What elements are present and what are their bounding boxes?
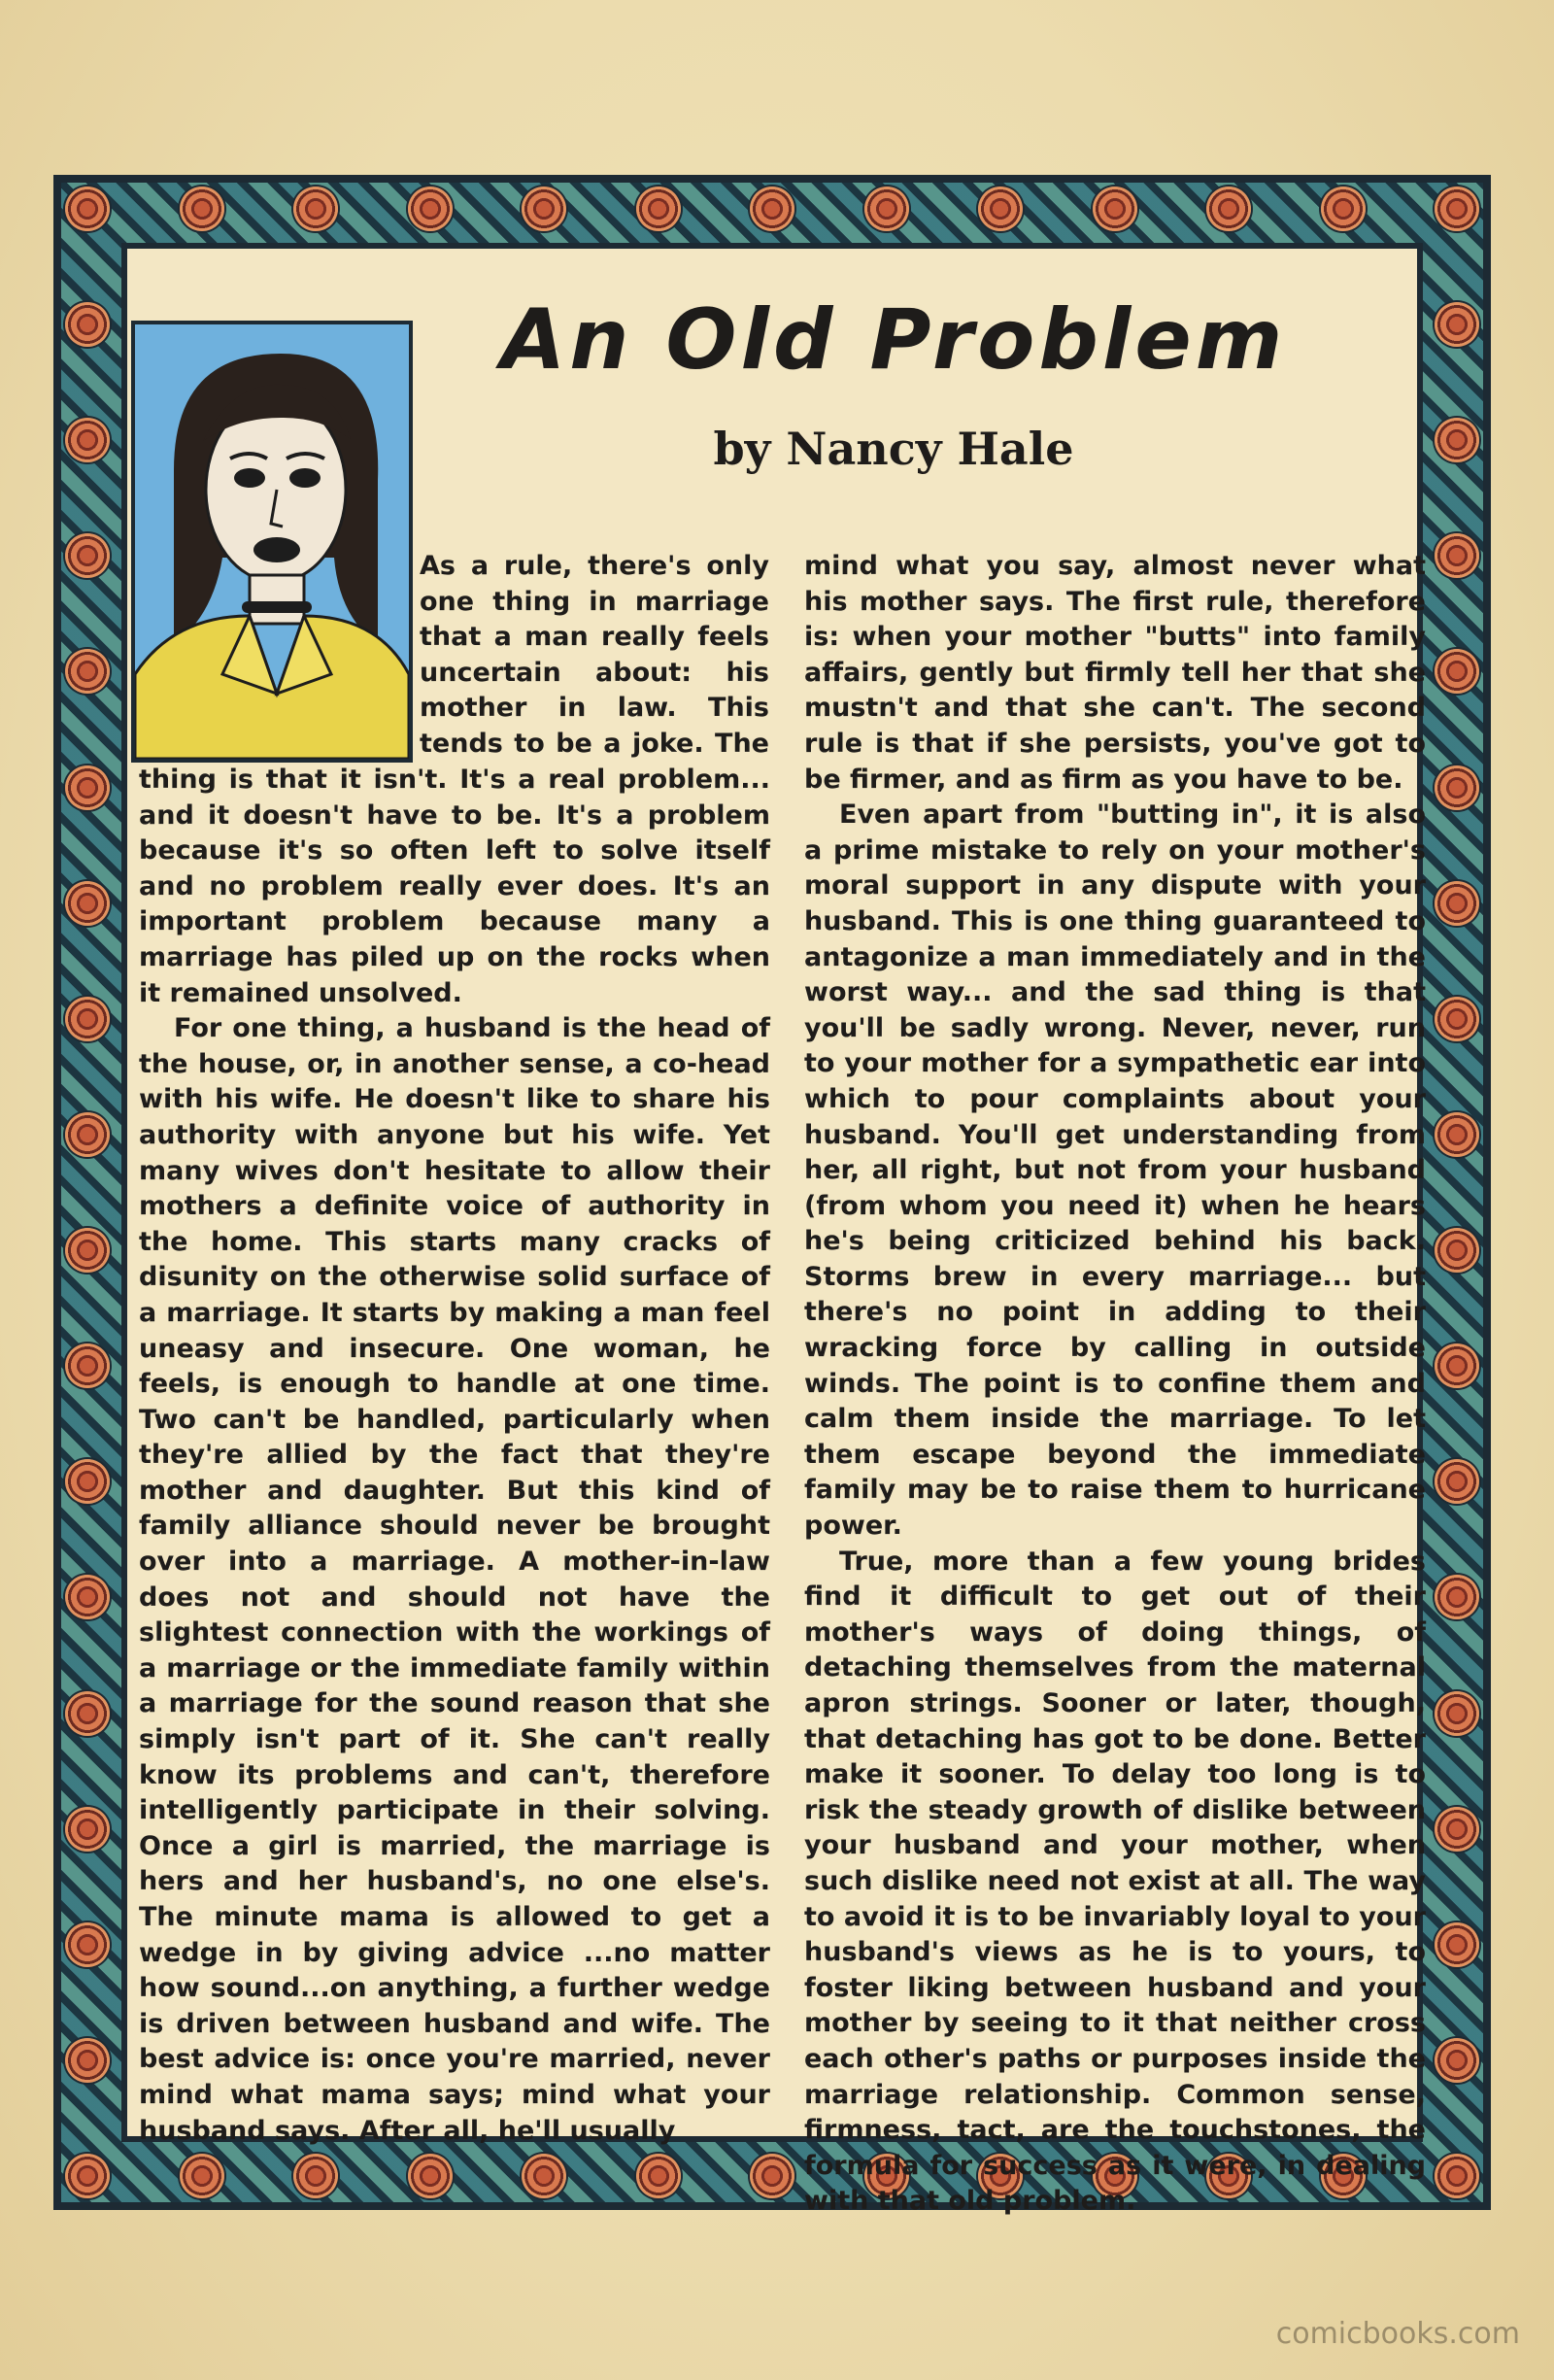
- rose-icon: [1435, 2154, 1479, 2198]
- rose-icon: [408, 2154, 453, 2198]
- wrap-line: that a man really feels: [420, 622, 769, 653]
- rose-icon: [522, 187, 566, 231]
- rose-icon: [1206, 187, 1251, 231]
- wrap-line: tends to be a joke. The: [420, 728, 769, 759]
- rose-icon: [522, 2154, 566, 2198]
- rose-icon: [65, 187, 110, 231]
- rose-icon: [1435, 1112, 1479, 1157]
- column-left-wrap: [420, 549, 769, 763]
- rose-icon: [1435, 1228, 1479, 1273]
- rose-icon: [1435, 1807, 1479, 1852]
- site-watermark: comicbooks.com: [1275, 2317, 1520, 2351]
- rose-icon: [180, 187, 224, 231]
- wrap-line: uncertain about: his: [420, 657, 769, 688]
- rose-icon: [1435, 1922, 1479, 1967]
- rose-icon: [636, 187, 681, 231]
- rose-icon: [180, 2154, 224, 2198]
- paragraph: True, more than a few young brides find it difficult to get out of their mother's ways of doing things, of detaching themselves from the maternal apron strings. Sooner or later, though, that detaching has got to be done. Better make it sooner. To delay too long is to risk the steady growth of dislike between your husband and your mother, when such dislike need not exist at all. The way to avoid it is to be invariably loyal to your husband's views as he is to yours, to foster liking between husband and your mother by seeing to it that neither cross each other's paths or purposes inside the marriage relationship. Common sense, firmness, tact, are the touchstones, the formula for success as it were, in dealing with that old problem.: [804, 1546, 1426, 2217]
- paragraph: thing is that it isn't. It's a real problem... and it doesn't have to be. It's a problem because it's so often left to solve itself and no problem really ever does. It's an important problem because many a marriage has piled up on the rocks when it remained unsolved.: [139, 765, 770, 1008]
- rose-icon: [1435, 997, 1479, 1041]
- rose-icon: [1435, 187, 1479, 231]
- rose-icon: [65, 418, 110, 462]
- rose-icon: [65, 2154, 110, 2198]
- portrait-illustration: [135, 324, 409, 759]
- rose-icon: [1321, 187, 1366, 231]
- paragraph: Even apart from "butting in", it is also a prime mistake to rely on your mother's moral support in any dispute with your husband. This is one thing guaranteed to antagonize a man immediately and in the worst way... and the sad thing is that you'll be sadly wrong. Never, never, run to your mother for a sympathetic ear into which to pour complaints about your husband. You'll get understanding from her, all right, but not from your husband (from whom you need it) when he hears he's being criticized behind his back. Storms brew in every marriage... but there's no point in adding to their wracking force by calling in outside winds. The point is to confine them and calm them inside the marriage. To let them escape beyond the immediate family may be to raise them to hurricane power.: [804, 799, 1426, 1542]
- rose-icon: [1435, 2038, 1479, 2083]
- rose-icon: [636, 2154, 681, 2198]
- wrap-line: one thing in marriage: [420, 586, 769, 617]
- rose-icon: [750, 187, 794, 231]
- rose-icon: [65, 1691, 110, 1736]
- rose-icon: [65, 997, 110, 1041]
- rose-icon: [65, 1807, 110, 1852]
- rose-icon: [293, 2154, 338, 2198]
- paragraph: For one thing, a husband is the head of the house, or, in another sense, a co-head with his wife. He doesn't like to share his authority with anyone but his wife. Yet many wives don't hesitate to allow their mothers a definite voice of authority in the home. This starts many cracks of disunity on the otherwise solid surface of a marriage. It starts by making a man feel uneasy and insecure. One woman, he feels, is enough to handle at one time. Two can't be handled, particularly when they're allied by the fact that they're mother and daughter. But this kind of family alliance should never be brought over into a marriage. A mother-in-law does not and should not have the slightest connection with the workings of a marriage or the immediate family within a marriage for the sound reason that she simply isn't part of it. She can't really know its problems and can't, therefore intelligently participate in their solving. Once a girl is married, the marriage is hers and her husband's, no one else's. The minute mama is allowed to get a wedge in by giving advice ...no matter how sound...on anything, a further wedge is driven between husband and wife. The best advice is: once you're married, never mind what mama says; mind what your husband says. After all, he'll usually: [139, 1013, 770, 2146]
- article-byline: by Nancy Hale: [713, 423, 1074, 475]
- rose-icon: [1435, 302, 1479, 347]
- wrap-line: As a rule, there's only: [420, 551, 769, 581]
- rose-icon: [978, 187, 1023, 231]
- rose-icon: [65, 1459, 110, 1504]
- rose-icon: [1435, 765, 1479, 810]
- rose-icon: [65, 302, 110, 347]
- rose-icon: [1435, 1343, 1479, 1388]
- rose-icon: [65, 1922, 110, 1967]
- rose-icon: [65, 881, 110, 926]
- rose-icon: [65, 2038, 110, 2083]
- woman-portrait: [131, 321, 413, 763]
- rose-icon: [65, 1343, 110, 1388]
- rose-icon: [65, 765, 110, 810]
- rose-icon: [1435, 1459, 1479, 1504]
- column-left: [139, 763, 770, 2149]
- rose-icon: [1435, 1691, 1479, 1736]
- column-right: [804, 549, 1426, 2220]
- rose-icon: [65, 1112, 110, 1157]
- rose-icon: [864, 187, 909, 231]
- rose-icon: [408, 187, 453, 231]
- rose-icon: [1093, 187, 1137, 231]
- rose-icon: [750, 2154, 794, 2198]
- rose-icon: [1435, 881, 1479, 926]
- wrap-line: mother in law. This: [420, 693, 769, 724]
- rose-icon: [65, 1228, 110, 1273]
- rose-icon: [293, 187, 338, 231]
- rose-icon: [1435, 418, 1479, 462]
- article-title: An Old Problem: [500, 291, 1287, 389]
- paragraph: mind what you say, almost never what his mother says. The first rule, therefore is: when your mother "butts" into family affairs, gently but firmly tell her that she mustn't and that she can't. The second rule is that if she persists, you've got to be firmer, and as firm as you have to be.: [804, 551, 1426, 795]
